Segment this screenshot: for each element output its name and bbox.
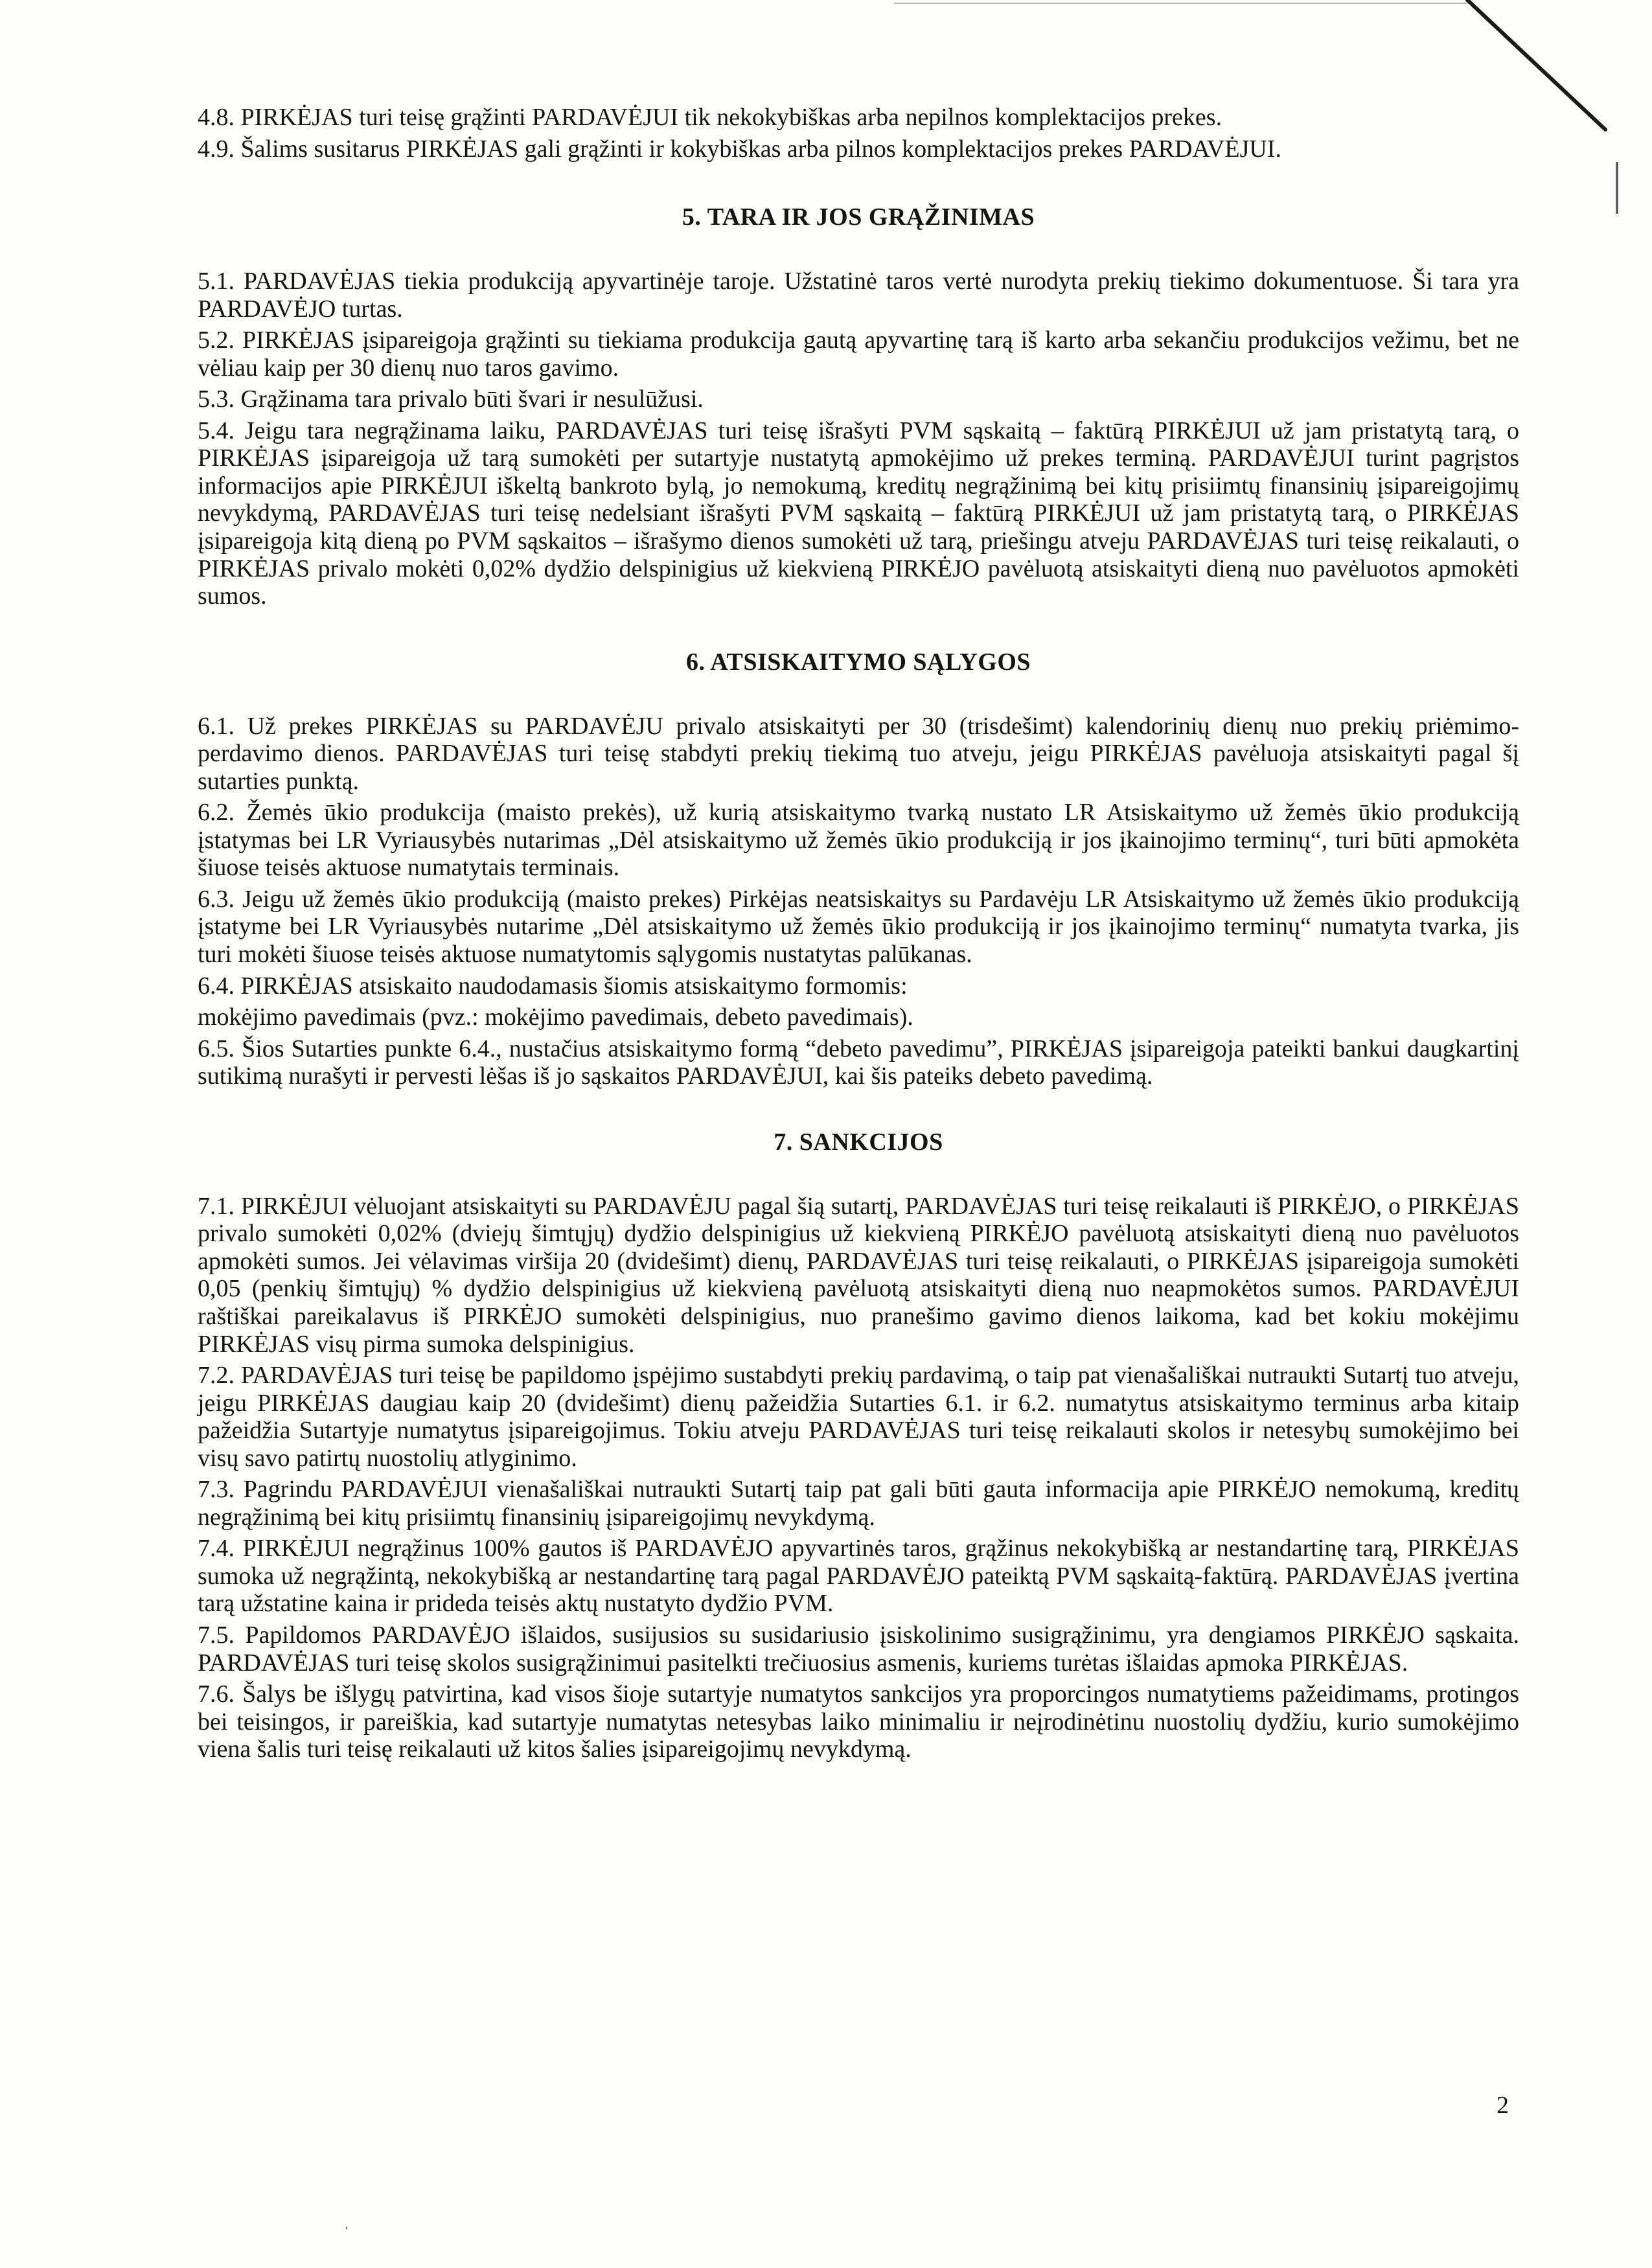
section-heading: 7. SANKCIJOS [774,1128,943,1156]
clause-paragraph: 5.4. Jeigu tara negrąžinama laiku, PARDAVĖJAS turi teisę išrašyti PVM sąskaitą – faktūrą PIRKĖJUI už jam pristatytą tarą, o PIRKĖJAS įsipareigoja už tarą sumokėti per sutartyje nustatytą apmokėjimo už prekes terminą. PARDAVĖJUI turint pagrįstos informacijos apie PIRKĖJUI iškeltą bankroto bylą, jo nemokumą, kreditų negrąžinimą bei kitų prisiimtų finansinių įsipareigojimų nevykdymą, PARDAVĖJAS turi teisę nedelsiant išrašyti PVM sąskaitą – faktūrą PIRKĖJUI už jam pristatytą tarą, o PIRKĖJAS įsipareigoja kitą dieną po PVM sąskaitos – išrašymo dienos sumokėti už tarą, priešingu atveju PARDAVĖJAS turi teisę reikalauti, o PIRKĖJAS privalo mokėti 0,02% dydžio delspinigius už kiekvieną PIRKĖJO pavėluotą atsiskaityti dieną nuo pavėluotos apmokėti sumos. [198,417,1519,610]
clause-paragraph: 5.2. PIRKĖJAS įsipareigoja grąžinti su tiekiama produkcija gautą apyvartinę tarą iš karto arba sekančiu produkcijos vežimu, bet ne vėliau kaip per 30 dienų nuo taros gavimo. [198,326,1519,382]
document-body [198,104,1519,1767]
clause-paragraph: 7.6. Šalys be išlygų patvirtina, kad visos šioje sutartyje numatytos sankcijos yra proporcingos numatytiems pažeidimams, protingos bei teisingos, ir pareiškia, kad sutartyje numatytas netesybas laiko minimaliu ir neįrodinėtinu nuostolių dydžiu, kurio sumokėjimo viena šalis turi teisę reikalauti už kitos šalies įsipareigojimų nevykdymą. [198,1680,1519,1763]
clause-paragraph: mokėjimo pavedimais (pvz.: mokėjimo pavedimais, debeto pavedimais). [198,1003,913,1031]
clause-paragraph: 6.3. Jeigu už žemės ūkio produkciją (maisto prekes) Pirkėjas neatsiskaitys su Pardavėju LR Atsiskaitymo už žemės ūkio produkciją įstatyme bei LR Vyriausybės nutarime „Dėl atsiskaitymo už žemės ūkio produkciją ir jos įkainojimo terminų“ numatyta tvarka, jis turi mokėti šiuose teisės aktuose numatytomis sąlygomis nustatytas palūkanas. [198,885,1519,968]
page-number: 2 [1497,2092,1509,2119]
clause-paragraph: 7.4. PIRKĖJUI negrąžinus 100% gautos iš PARDAVĖJO apyvartinės taros, grąžinus nekokybišką ar nestandartinę tarą, PIRKĖJAS sumoka už negrąžintą, nekokybišką ar nestandartinę tarą pagal PARDAVĖJO pateiktą PVM sąskaitą-faktūrą. PARDAVĖJAS įvertina tarą užstatine kaina ir prideda teisės aktų nustatyto dydžio PVM. [198,1535,1519,1618]
clause-paragraph: 5.1. PARDAVĖJAS tiekia produkciją apyvartinėje taroje. Užstatinė taros vertė nurodyta prekių tiekimo dokumentuose. Ši tara yra PARDAVĖJO turtas. [198,268,1519,323]
clause-paragraph: 6.4. PIRKĖJAS atsiskaito naudodamasis šiomis atsiskaitymo formomis: [198,972,908,1000]
clause-paragraph: 4.9. Šalims susitarus PIRKĖJAS gali grąžinti ir kokybiškas arba pilnos komplektacijos prekes PARDAVĖJUI. [198,135,1281,163]
section-heading: 6. ATSISKAITYMO SĄLYGOS [685,648,1031,676]
clause-paragraph: 7.1. PIRKĖJUI vėluojant atsiskaityti su PARDAVĖJU pagal šią sutartį, PARDAVĖJAS turi teisę reikalauti iš PIRKĖJO, o PIRKĖJAS privalo sumokėti 0,02% (dviejų šimtųjų) dydžio delspinigius už kiekvieną PIRKĖJO pavėluotą atsiskaityti dieną nuo pavėluotos apmokėti sumos. Jei vėlavimas viršija 20 (dvidešimt) dienų, PARDAVĖJAS turi teisę reikalauti, o PIRKĖJAS įsipareigoja sumokėti 0,05 (penkių šimtųjų) % dydžio delspinigius už kiekvieną pavėluotą atsiskaityti dieną nuo neapmokėtos sumos. PARDAVĖJUI raštiškai pareikalavus iš PIRKĖJO sumokėti delspinigius, nuo pranešimo gavimo dienos laikoma, kad bet kokiu mokėjimu PIRKĖJAS visų pirma sumoka delspinigius. [198,1192,1519,1358]
clause-paragraph: 6.1. Už prekes PIRKĖJAS su PARDAVĖJU privalo atsiskaityti per 30 (trisdešimt) kalendorinių dienų nuo prekių priėmimo-perdavimo dienos. PARDAVĖJAS turi teisę stabdyti prekių tiekimą tuo atveju, jeigu PIRKĖJAS pavėluoja atsiskaityti pagal šį sutarties punktą. [198,712,1519,795]
clause-paragraph: 6.2. Žemės ūkio produkcija (maisto prekės), už kurią atsiskaitymo tvarką nustato LR Atsiskaitymo už žemės ūkio produkciją įstatymas bei LR Vyriausybės nutarimas „Dėl atsiskaitymo už žemės ūkio produkciją ir jos įkainojimo terminų“, turi būti apmokėta šiuose teisės aktuose numatytais terminais. [198,799,1519,882]
scan-speck: ˌ [344,2211,350,2230]
section-heading: 5. TARA IR JOS GRĄŽINIMAS [682,203,1035,231]
clause-paragraph: 7.2. PARDAVĖJAS turi teisę be papildomo įspėjimo sustabdyti prekių pardavimą, o taip pat vienašališkai nutraukti Sutartį tuo atveju, jeigu PIRKĖJAS daugiau kaip 20 (dvidešimt) dienų pažeidžia Sutarties 6.1. ir 6.2. numatytus atsiskaitymo terminus arba kitaip pažeidžia Sutartyje numatytus įsipareigojimus. Tokiu atveju PARDAVĖJAS turi teisę reikalauti skolos ir netesybų sumokėjimo bei visų savo patirtų nuostolių atlyginimo. [198,1362,1519,1472]
clause-paragraph: 7.5. Papildomos PARDAVĖJO išlaidos, susijusios su susidariusio įsiskolinimo susigrąžinimu, yra dengiamos PIRKĖJO sąskaita. PARDAVĖJAS turi teisę skolos susigrąžinimui pasitelkti trečiuosius asmenis, kuriems turėtas išlaidas apmoka PIRKĖJAS. [198,1621,1519,1677]
clause-paragraph: 6.5. Šios Sutarties punkte 6.4., nustačius atsiskaitymo formą “debeto pavedimu”, PIRKĖJAS įsipareigoja pateikti bankui daugkartinį sutikimą nurašyti ir pervesti lėšas iš jo sąskaitos PARDAVĖJUI, kai šis pateiks debeto pavedimą. [198,1035,1519,1090]
clause-paragraph: 7.3. Pagrindu PARDAVĖJUI vienašališkai nutraukti Sutartį taip pat gali būti gauta informacija apie PIRKĖJO nemokumą, kreditų negrąžinimą bei kitų prisiimtų finansinių įsipareigojimų nevykdymą. [198,1476,1519,1531]
clause-paragraph: 5.3. Grąžinama tara privalo būti švari ir nesulūžusi. [198,385,704,413]
clause-paragraph: 4.8. PIRKĖJAS turi teisę grąžinti PARDAVĖJUI tik nekokybiškas arba nepilnos komplektacijos prekes. [198,104,1222,131]
